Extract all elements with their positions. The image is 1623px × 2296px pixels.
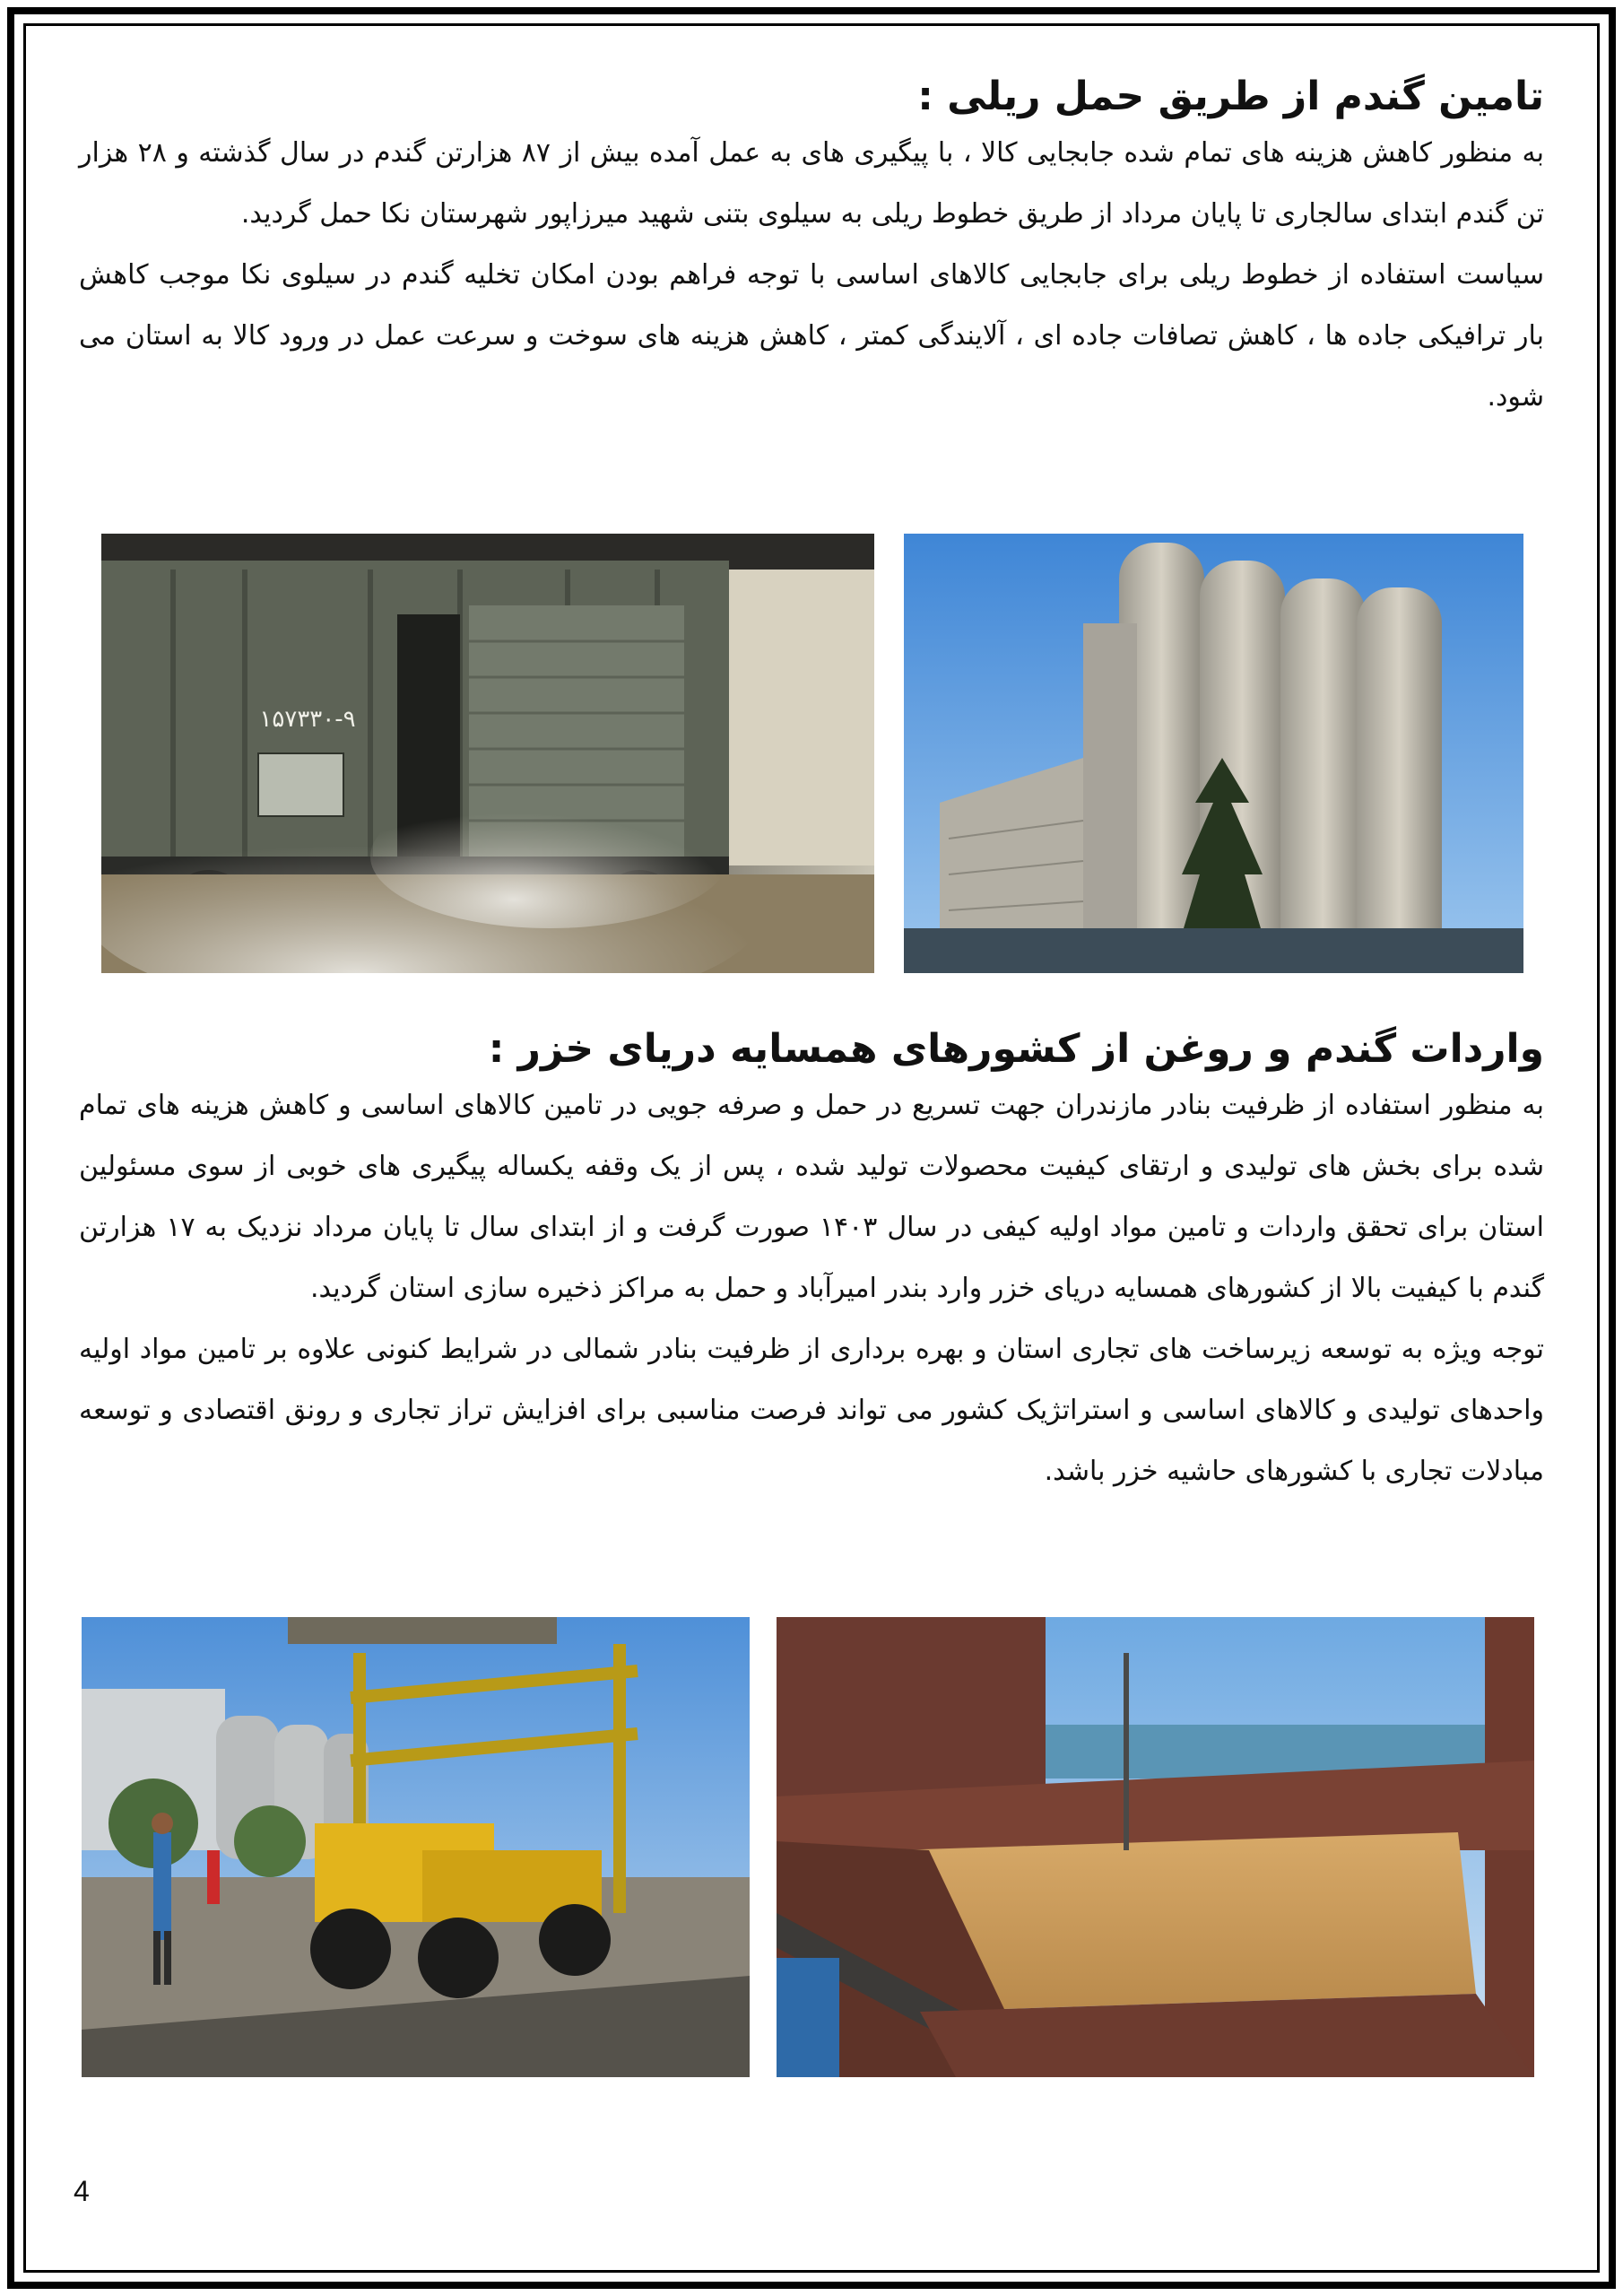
section-heading: واردات گندم و روغن از کشورهای همسایه دریای خزر : [488,1026,1544,1072]
paragraph: سیاست استفاده از خطوط ریلی برای جابجایی کالاهای اساسی با توجه فراهم بودن امکان تخلیه گندم در سیلوی نکا موجب کاهش بار ترافیکی جاده ها ، کاهش تصافات جاده ای ، آلایندگی کمتر ، کاهش هزینه های سوخت و سرعت عمل در ورود کالا به استان می شود. [79,259,1544,413]
paragraph: توجه ویژه به توسعه زیرساخت های تجاری استان و بهره برداری از ظرفیت بنادر شمالی در شرایط کنونی علاوه بر تامین مواد اولیه واحدهای تولیدی و کالاهای اساسی و استراتژیک کشور می تواند فرصت مناسبی برای افزایش تراز تجاری و رونق اقتصادی و توسعه مبادلات تجاری با کشورهای حاشیه خزر باشد. [79,1334,1544,1488]
railcar-photo [101,534,874,973]
railcar-number-label: ۱۵۷۳۳۰-۹ [259,706,356,733]
paragraph: به منظور کاهش هزینه های تمام شده جابجایی کالا ، با پیگیری های به عمل آمده بیش از ۸۷ هزارتن گندم در سال گذشته و ۲۸ هزار تن گندم ابتدای سالجاری تا پایان مرداد از طریق خطوط ریلی به سیلوی بتنی شهید میرزاپور شهرستان نکا حمل گردید. [79,137,1544,230]
section-caspian-imports [79,1022,1544,1502]
silo-photo [904,534,1523,973]
section-heading: تامین گندم از طریق حمل ریلی : [917,74,1544,119]
page-number: 4 [74,2175,90,2207]
section-rail-transport [79,70,1544,428]
ship-hold-photo [777,1617,1534,2077]
paragraph: به منظور استفاده از ظرفیت بنادر مازندران جهت تسریع در حمل و صرفه جویی در تامین کالاهای اساسی و کاهش هزینه های تمام شده برای بخش های تولیدی و ارتقای کیفیت محصولات تولید شده ، پس از یک وقفه یکساله پیگیری های خوبی از سوی مسئولین استان برای تحقق واردات و تامین مواد اولیه کیفی در سال ۱۴۰۳ صورت گرفت و از ابتدای سال تا پایان مرداد نزدیک به ۱۷ هزارتن گندم با کیفیت بالا از کشورهای همسایه دریای خزر وارد بندر امیرآباد و حمل به مراکز ذخیره سازی استان گردید. [79,1090,1545,1305]
port-loader-photo [82,1617,750,2077]
